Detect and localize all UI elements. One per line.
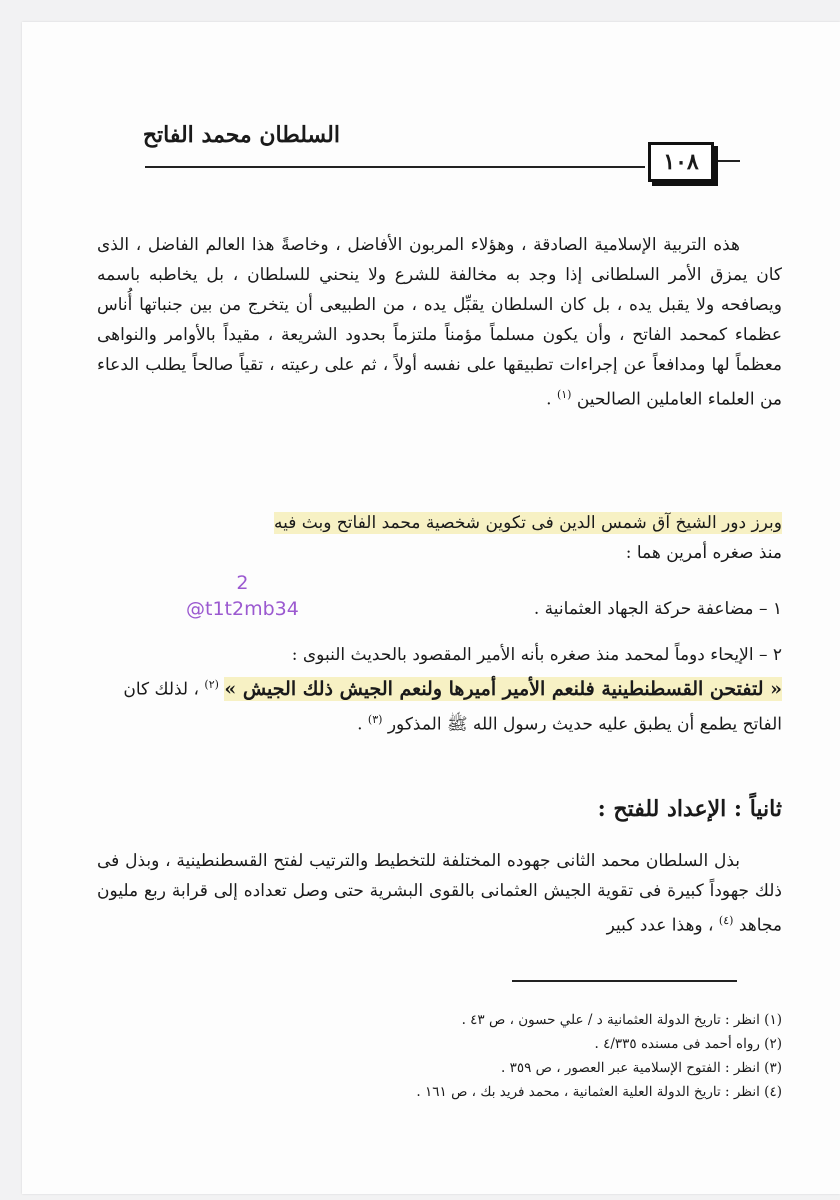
footnote-ref-3: (٣) bbox=[367, 712, 383, 726]
watermark-handle: @t1t2mb34 bbox=[186, 598, 299, 620]
footnote: (٤) انظر : تاريخ الدولة العلية العثمانية ، محمد فريد بك ، ص ١٦١ . bbox=[416, 1084, 782, 1100]
paragraph-1-text: هذه التربية الإسلامية الصادقة ، وهؤلاء المربون الأفاضل ، وخاصةً هذا العالم الفاضل ، الذى كان يمزق الأمر السلطانى إذا وجد به مخالفة للشرع ولا ينحني للسلطان ، بل يخاطبه باسمه ويصافحه ولا يقبل يده ، بل كان السلطان يقبِّل يده ، من الطبيعى أن يتخرج من بين جنباتها أُناس عظماء كمحمد الفاتح ، وأن يكون مسلماً مؤمناً ملتزماً بحدود الشريعة ، مقيداً بالأوامر والنواهى معظماً لها ومدافعاً عن إجراءات تطبيقها على نفسه أولاً ، ثم على رعيته ، تقياً صالحاً يطلب الدعاء من العلماء العاملين الصالحين bbox=[97, 235, 782, 410]
watermark-number: 2 bbox=[236, 572, 249, 594]
list-item-2: ٢ – الإيحاء دوماً لمحمد منذ صغره بأنه الأمير المقصود بالحديث النبوى : « لتفتحن القسطنطينية فلنعم الأمير أميرها ولنعم الجيش ذلك الجيش » $^{(٢)}$ ، لذلك كان الفاتح يطمع أن يطبق عليه حديث رسول الله ﷺ المذكور $^{(٣)}$ . bbox=[123, 645, 782, 735]
paragraph-1: هذه التربية الإسلامية الصادقة ، وهؤلاء المربون الأفاضل ، وخاصةً هذا العالم الفاضل ، الذى كان يمزق الأمر السلطانى إذا وجد به مخالفة للشرع ولا ينحني للسلطان ، بل يخاطبه باسمه ويصافحه ولا يقبل يده ، بل كان السلطان يقبِّل يده ، من الطبيعى أن يتخرج من بين جنباتها أُناس عظماء كمحمد الفاتح ، وأن يكون مسلماً مؤمناً ملتزماً بحدود الشريعة ، مقيداً بالأوامر والنواهى معظماً لها ومدافعاً عن إجراءات تطبيقها على نفسه أولاً ، ثم على رعيته ، تقياً صالحاً يطلب الدعاء من العلماء العاملين الصالحين $^{(١)}$ . bbox=[97, 235, 782, 410]
page-number: ١٠٨ bbox=[648, 142, 714, 182]
footnote: (١) انظر : تاريخ الدولة العثمانية د / علي حسون ، ص ٤٣ . bbox=[461, 1012, 782, 1028]
footnote: (٢) رواه أحمد فى مسنده ٤/٣٣٥ . bbox=[594, 1036, 782, 1052]
running-title: السلطان محمد الفاتح bbox=[142, 122, 340, 148]
list-item-2-rest: ، لذلك كان الفاتح يطمع أن يطبق عليه حديث رسول الله ﷺ المذكور bbox=[123, 679, 782, 735]
highlighted-sentence: وبرز دور الشيخ آق شمس الدين فى تكوين شخصية محمد الفاتح وبث فيه bbox=[274, 513, 782, 533]
paragraph-2-rest: منذ صغره أمرين هما : bbox=[625, 543, 782, 563]
footnotes bbox=[102, 1008, 782, 1104]
paragraph-2 bbox=[97, 508, 782, 568]
section-heading: ثانياً : الإعداد للفتح : bbox=[597, 796, 782, 822]
paragraph-3 bbox=[97, 846, 782, 941]
footnote-rule bbox=[512, 980, 737, 982]
paragraph-3-tail: ، وهذا عدد كبير bbox=[606, 915, 714, 936]
list-item-2-intro: ٢ – الإيحاء دوماً لمحمد منذ صغره بأنه الأمير المقصود بالحديث النبوى : bbox=[291, 645, 782, 665]
footnote: (٣) انظر : الفتوح الإسلامية عبر العصور ، ص ٣٥٩ . bbox=[500, 1060, 782, 1076]
header-rule bbox=[145, 166, 645, 168]
footnote-ref-2: (٢) bbox=[204, 678, 219, 691]
footnote-ref-4: (٤) bbox=[718, 914, 734, 927]
paragraph-3-text: بذل السلطان محمد الثانى جهوده المختلفة للتخطيط والترتيب لفتح القسطنطينية ، وبذل فى ذلك جهوداً كبيرة فى تقوية الجيش العثمانى بالقوى البشرية حتى وصل تعداده إلى قرابة ربع مليون مجاهد bbox=[97, 851, 782, 936]
header-rule-short bbox=[712, 160, 740, 162]
hadith-quote: « لتفتحن القسطنطينية فلنعم الأمير أميرها ولنعم الجيش ذلك الجيش » bbox=[224, 677, 782, 700]
footnote-ref-1: (١) bbox=[556, 388, 572, 401]
list-item-1: ١ – مضاعفة حركة الجهاد العثمانية . bbox=[533, 599, 782, 619]
